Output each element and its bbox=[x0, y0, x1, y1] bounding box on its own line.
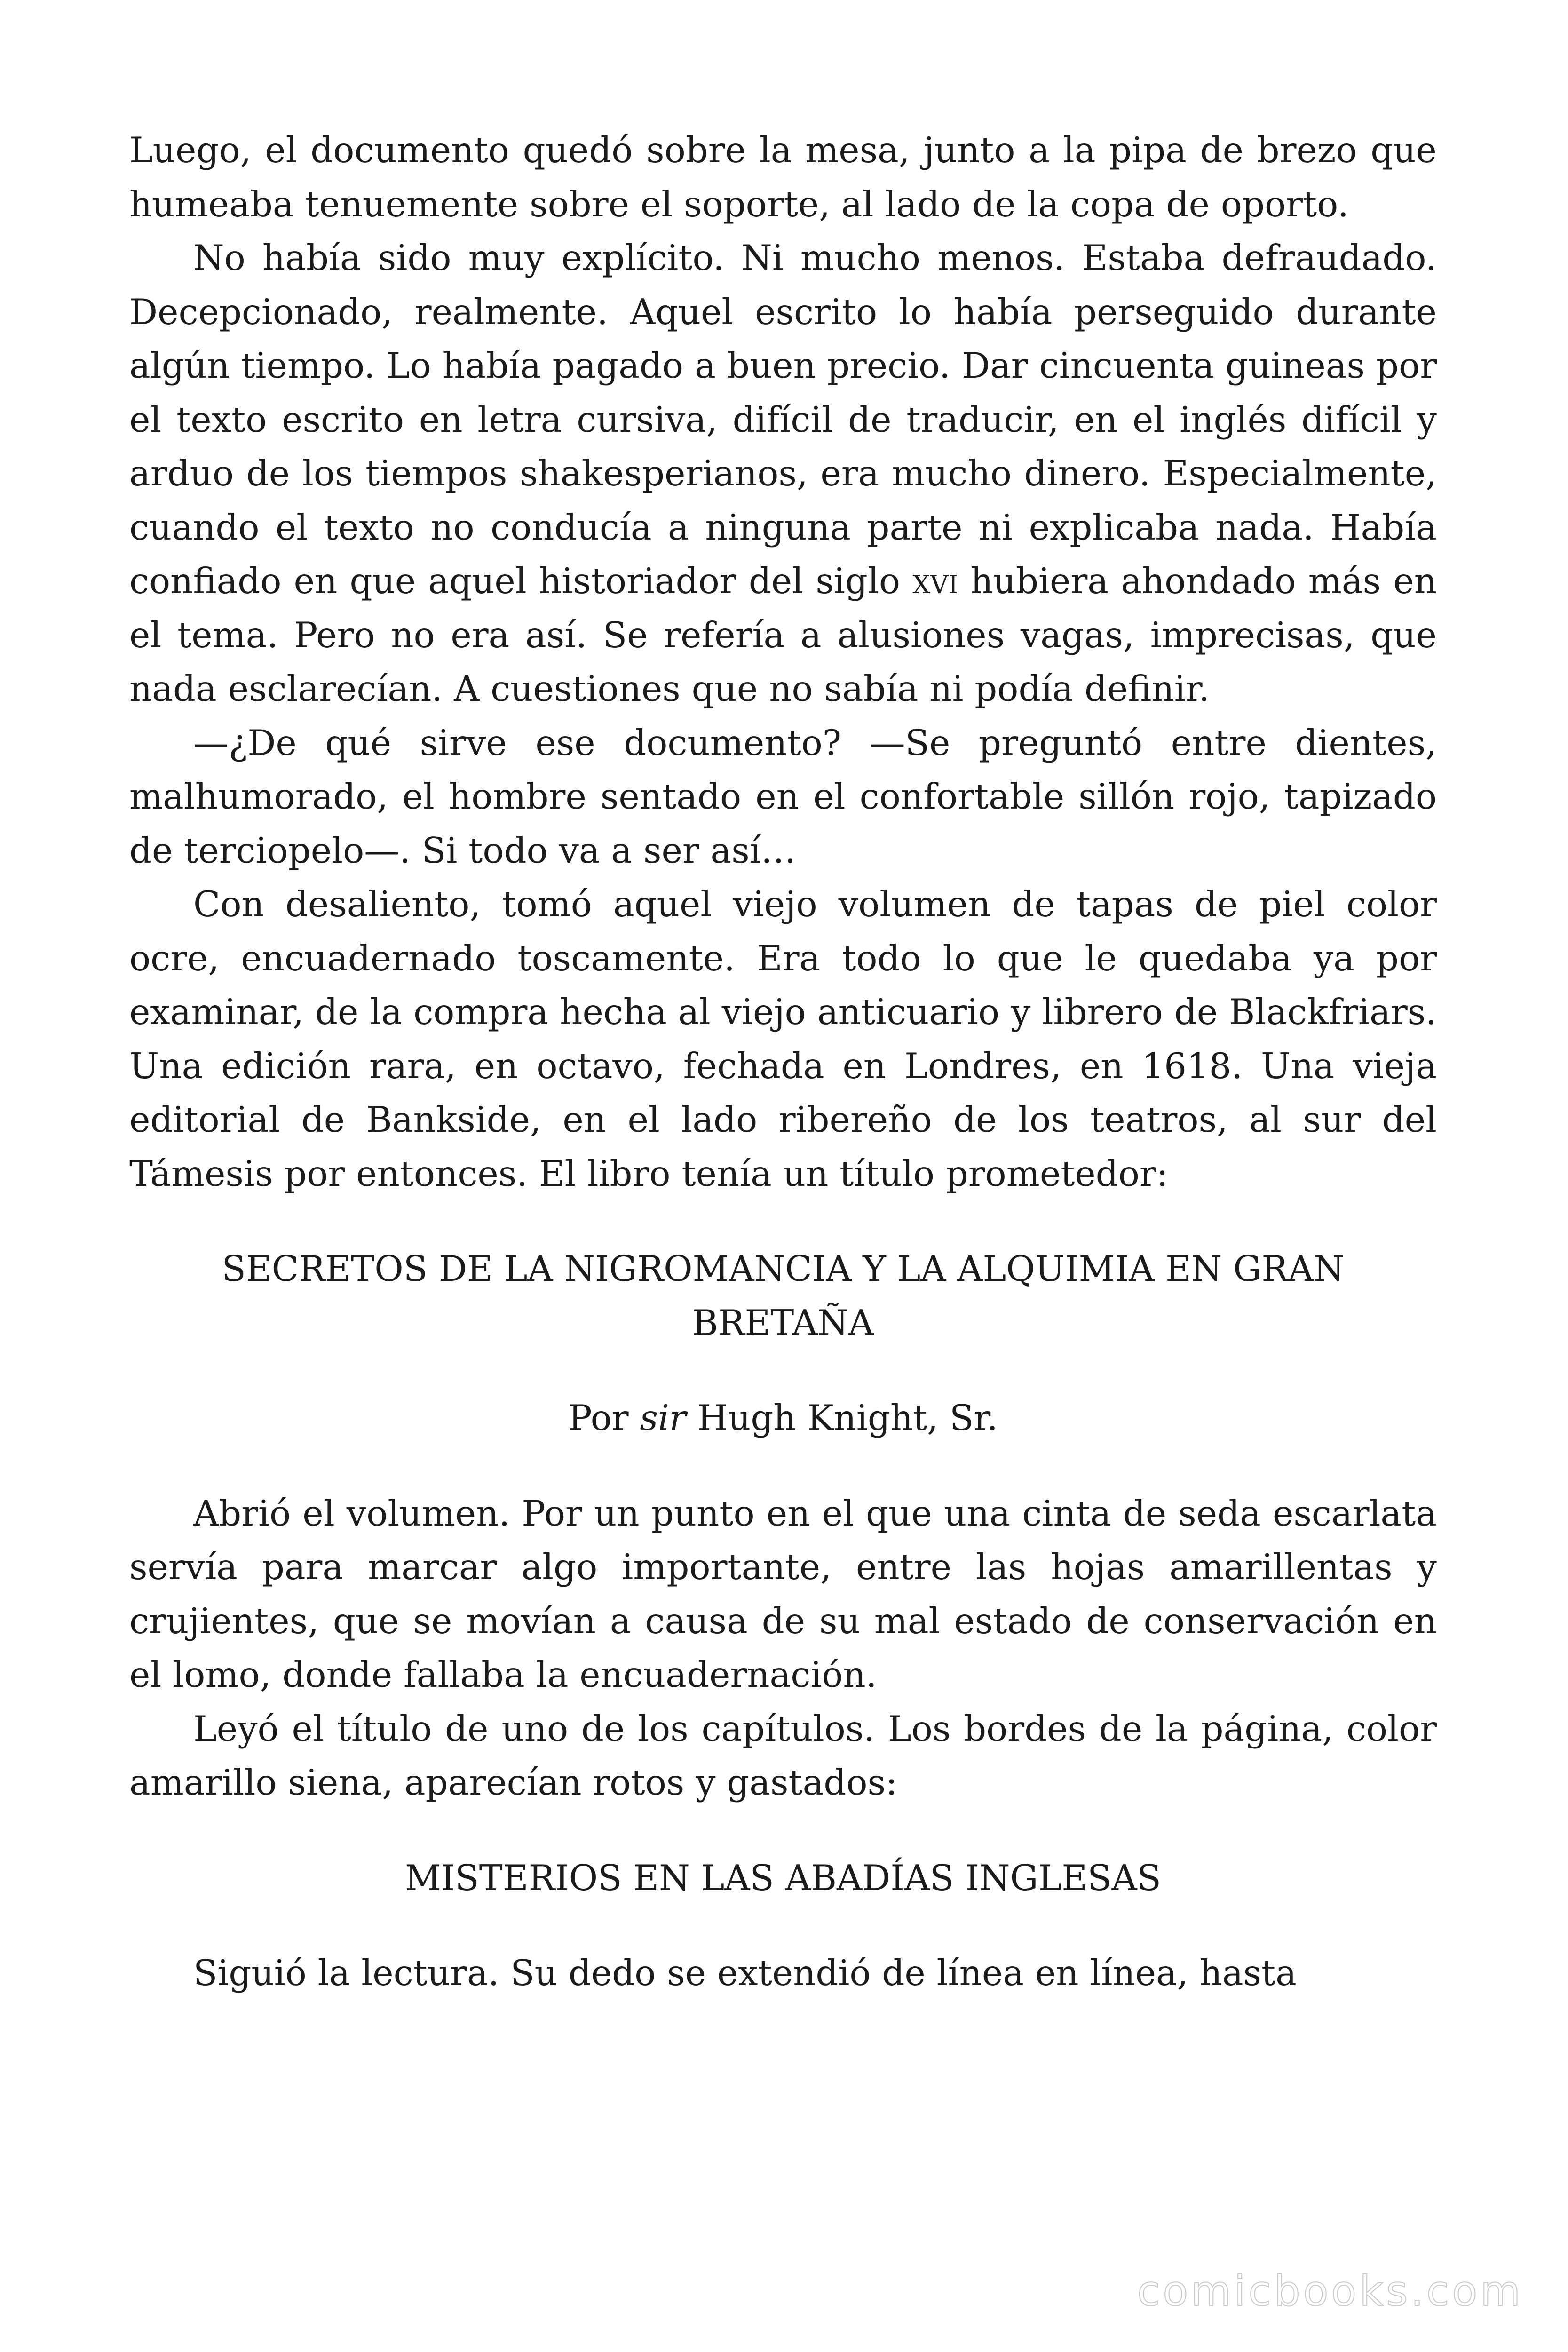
book-byline bbox=[129, 1391, 1437, 1445]
byline-sir: sir bbox=[640, 1397, 686, 1438]
site-watermark: comicbooks.com bbox=[1137, 2267, 1523, 2315]
paragraph-2-tail: hubiera ahondado más en el tema. Pero no era así. Se refería a alusiones vagas, imprecisas, que nada esclarecían. A cuestiones que no sabía ni podía definir. bbox=[129, 560, 1437, 709]
paragraph-7: Siguió la lectura. Su dedo se extendió de línea en línea, hasta bbox=[193, 1952, 1297, 1994]
chapter-title-heading: MISTERIOS EN LAS ABADÍAS INGLESAS bbox=[405, 1857, 1161, 1899]
byline-prefix: Por bbox=[568, 1397, 629, 1438]
paragraph-5: Abrió el volumen. Por un punto en el que una cinta de seda escarlata servía para marcar algo importante, entre las hojas amarillentas y crujientes, que se movían a causa de su mal estado de conservación en el lomo, donde fallaba la encuadernación. bbox=[129, 1492, 1437, 1695]
paragraph-3-dialogue: —¿De qué sirve ese documento? —Se preguntó entre dientes, malhumorado, el hombre sentado en el confortable sillón rojo, tapizado de terciopelo—. Si todo va a ser así… bbox=[129, 722, 1437, 871]
byline-name: Hugh Knight, Sr. bbox=[697, 1397, 998, 1438]
page-body bbox=[129, 123, 1437, 2000]
paragraph-2 bbox=[129, 231, 1437, 716]
paragraph-6: Leyó el título de uno de los capítulos. Los bordes de la página, color amarillo siena, aparecían rotos y gastados: bbox=[129, 1708, 1437, 1803]
century-numeral: xvi bbox=[912, 560, 958, 602]
paragraph-4: Con desaliento, tomó aquel viejo volumen de tapas de piel color ocre, encuadernado toscamente. Era todo lo que le quedaba ya por examinar, de la compra hecha al viejo anticuario y librero de Blackfriars. Una edición rara, en octavo, fechada en Londres, en 1618. Una vieja editorial de Bankside, en el lado ribereño de los teatros, al sur del Támesis por entonces. El libro tenía un título prometedor: bbox=[129, 883, 1437, 1194]
book-title-heading: SECRETOS DE LA NIGROMANCIA Y LA ALQUIMIA EN GRAN BRETAÑA bbox=[222, 1248, 1345, 1343]
paragraph-1: Luego, el documento quedó sobre la mesa, junto a la pipa de brezo que humeaba tenuemente sobre el soporte, al lado de la copa de oporto. bbox=[129, 129, 1437, 225]
paragraph-2-text: No había sido muy explícito. Ni mucho menos. Estaba defraudado. Decepcionado, realmente. Aquel escrito lo había perseguido durante algún tiempo. Lo había pagado a buen precio. Dar cincuenta guineas por el texto escrito en letra cursiva, difícil de traducir, en el inglés difícil y arduo de los tiempos shakesperianos, era mucho dinero. Especialmente, cuando el texto no conducía a ninguna parte ni explicaba nada. Había confiado en que aquel historiador del siglo bbox=[129, 237, 1437, 602]
